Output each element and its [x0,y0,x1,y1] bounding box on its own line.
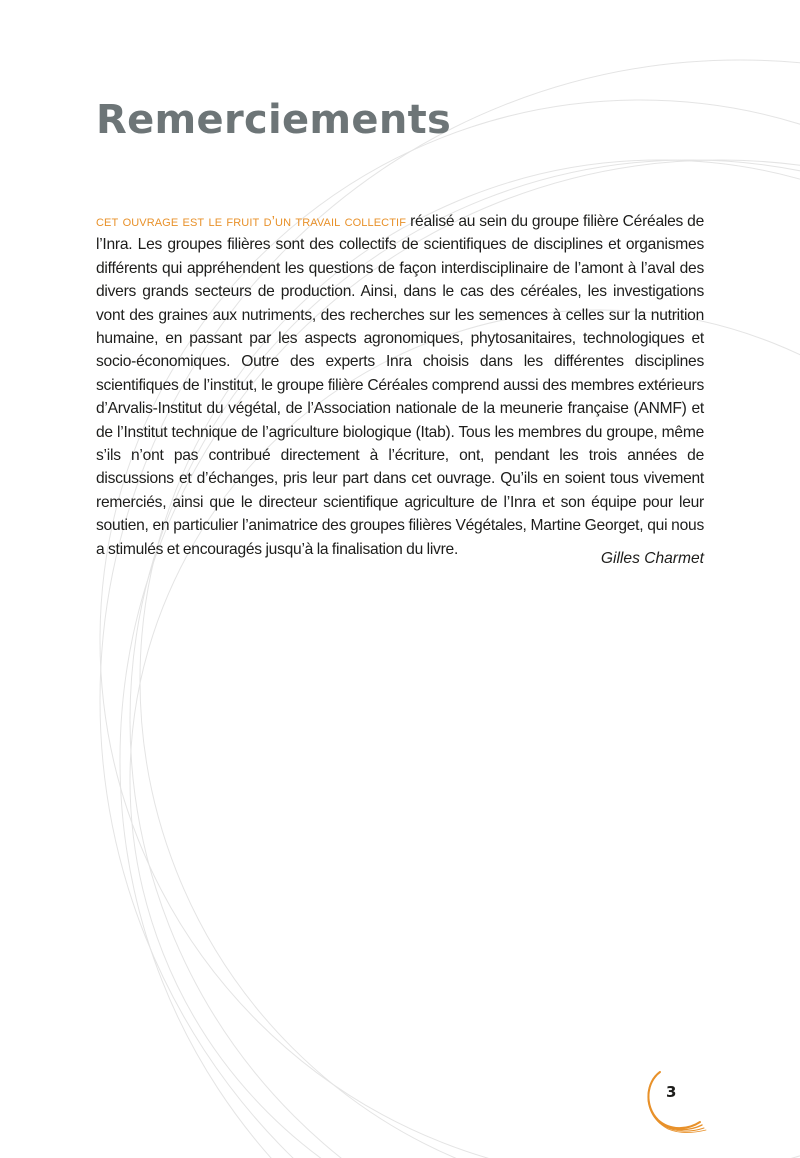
author-signature: Gilles Charmet [600,550,704,567]
page-number: 3 [666,1083,677,1101]
acknowledgement-paragraph [96,210,704,561]
paragraph-body: réalisé au sein du groupe filière Céréales de l’Inra. Les groupes filières sont des collectifs de scientifiques de disciplines et organismes différents qui appréhendent les questions de façon interdisciplinaire de l’amont à l’aval des divers grands secteurs de production. Ainsi, dans le cas des céréales, les investigations vont des graines aux nutriments, des recherches sur les semences à celles sur la nutrition humaine, en passant par les aspects agronomiques, phytosanitaires, technologiques et socio-économiques. Outre des experts Inra choisis dans les différentes disciplines scientifiques de l’institut, le groupe filière Céréales comprend aussi des membres extérieurs d’Arvalis-Institut du végétal, de l’Association nationale de la meunerie française (ANMF) et de l’Institut technique de l’agriculture biologique (Itab). Tous les membres du groupe, même s’ils n’ont pas contribué directement à l’écriture, ont, pendant les trois années de discussions et d’échanges, pris leur part dans cet ouvrage. Qu’ils en soient tous vivement remerciés, ainsi que le directeur scientifique agriculture de l’Inra et son équipe pour leur soutien, en particulier l’animatrice des groupes filières Végétales, Martine Georget, qui nous a stimulés et encouragés jusqu’à la finalisation du livre. [96,213,704,558]
lead-small-caps: cet ouvrage est le fruit d’un travail collectif [96,213,407,230]
page-title: Remerciements [96,97,452,143]
page-number-swirl-icon [640,1068,710,1134]
